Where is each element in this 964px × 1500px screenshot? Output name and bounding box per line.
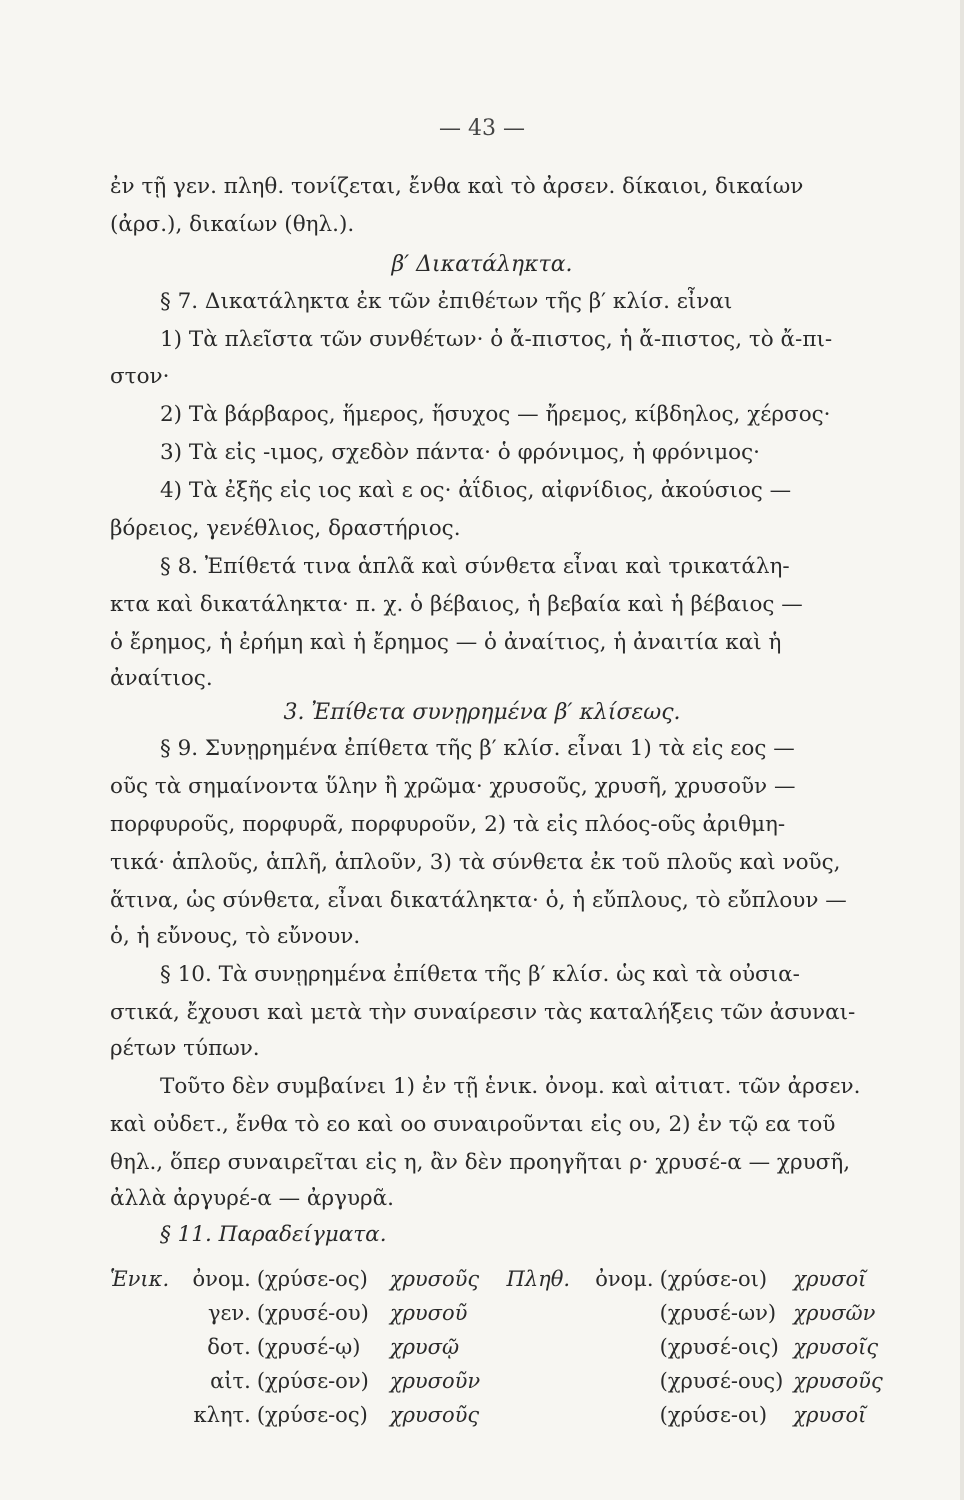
case-label: αἰτ.: [210, 1369, 251, 1393]
contracted-form: χρυσοῖ: [793, 1403, 867, 1427]
case-label: [595, 1364, 659, 1398]
table-row: [110, 1262, 910, 1296]
case-label: [595, 1330, 659, 1364]
plural-label: Πληθ.: [506, 1267, 571, 1291]
contracted-form: χρυσοῖ: [793, 1267, 867, 1291]
text-line: ἅτινα, ὡς σύνθετα, εἶναι δικατάληκτα· ὁ, ἡ εὔπλους, τὸ εὔπλουν —: [110, 888, 847, 913]
table-row: [110, 1330, 910, 1364]
text-line: κτα καὶ δικατάληκτα· π. χ. ὁ βέβαιος, ἡ βεβαία καὶ ἡ βέβαιος —: [110, 592, 803, 617]
case-label: δοτ.: [207, 1335, 251, 1359]
text-line: 2) Τὰ βάρβαρος, ἥμερος, ἥσυχος — ἤρεμος, κίβδηλος, χέρσος·: [160, 402, 831, 427]
case-label: [595, 1296, 659, 1330]
paragraph-7: § 7. Δικατάληκτα ἐκ τῶν ἐπιθέτων τῆς β′ κλίσ. εἶναι: [160, 289, 733, 314]
case-label: ὀνομ.: [192, 1267, 251, 1291]
uncontracted-form: (χρυσέ-ων): [659, 1301, 777, 1325]
text-line: ἀλλὰ ἀργυρέ-α — ἀργυρᾶ.: [110, 1186, 395, 1211]
text-line: ἐν τῇ γεν. πληθ. τονίζεται, ἔνθα καὶ τὸ ἀρσεν. δίκαιοι, δικαίων: [110, 174, 804, 199]
paragraph-10: § 10. Τὰ συνῃρημένα ἐπίθετα τῆς β′ κλίσ. ὡς καὶ τὰ οὐσια-: [160, 962, 800, 987]
scan-edge: [960, 0, 964, 1500]
text-line: θηλ., ὅπερ συναιρεῖται εἰς η, ἂν δὲν προηγῆται ρ· χρυσέ-α — χρυσῆ,: [110, 1150, 851, 1175]
uncontracted-form: (χρυσέ-ῳ): [256, 1335, 361, 1359]
contracted-form: χρυσοῖς: [793, 1335, 879, 1359]
text-line: βόρειος, γενέθλιος, δραστήριος.: [110, 516, 461, 541]
table-row: [110, 1364, 910, 1398]
text-line: ἀναίτιος.: [110, 666, 213, 691]
declension-table: [110, 1262, 910, 1432]
contracted-form: χρυσοῦ: [389, 1301, 468, 1325]
contracted-form: χρυσοῦν: [389, 1369, 481, 1393]
contracted-form: χρυσοῦς: [389, 1267, 480, 1291]
text-line: ρέτων τύπων.: [110, 1036, 260, 1061]
paragraph-9: § 9. Συνῃρημένα ἐπίθετα τῆς β′ κλίσ. εἶναι 1) τὰ εἰς εος —: [160, 736, 795, 761]
uncontracted-form: (χρυσέ-οις): [659, 1335, 779, 1359]
table-row: [110, 1398, 910, 1432]
text-line: πορφυροῦς, πορφυρᾶ, πορφυροῦν, 2) τὰ εἰς πλόος-οῦς ἀριθμη-: [110, 812, 786, 837]
uncontracted-form: (χρύσε-οι): [659, 1403, 768, 1427]
text-line: (ἀρσ.), δικαίων (θηλ.).: [110, 212, 355, 237]
uncontracted-form: (χρύσε-ος): [256, 1403, 368, 1427]
paragraph-8: § 8. Ἐπίθετά τινα ἁπλᾶ καὶ σύνθετα εἶναι καὶ τρικατάλη-: [160, 554, 790, 579]
text-line: ὁ, ἡ εὔνους, τὸ εὔνουν.: [110, 924, 361, 949]
contracted-form: χρυσῷ: [389, 1335, 460, 1359]
uncontracted-form: (χρύσε-ον): [256, 1369, 369, 1393]
text-line: στον·: [110, 364, 170, 389]
contracted-form: χρυσῶν: [793, 1301, 876, 1325]
contracted-form: χρυσοῦς: [793, 1369, 883, 1393]
text-line: ὁ ἔρημος, ἡ ἐρήμη καὶ ἡ ἔρημος — ὁ ἀναίτιος, ἡ ἀναιτία καὶ ἡ: [110, 630, 782, 655]
subsection-heading: β′ Δικατάληκτα.: [391, 252, 573, 277]
contracted-form: χρυσοῦς: [389, 1403, 480, 1427]
singular-label: Ἑνικ.: [110, 1267, 170, 1291]
paragraph-11: § 11. Παραδείγματα.: [160, 1222, 387, 1247]
case-label: κλητ.: [193, 1403, 251, 1427]
text-line: καὶ οὐδετ., ἔνθα τὸ εο καὶ οο συναιροῦνται εἰς ου, 2) ἐν τῷ εα τοῦ: [110, 1112, 836, 1137]
case-label: γεν.: [207, 1301, 251, 1325]
table-row: [110, 1296, 910, 1330]
case-label: ὀνομ.: [595, 1267, 654, 1291]
page-number: — 43 —: [439, 116, 525, 141]
section-heading: 3. Ἐπίθετα συνῃρημένα β′ κλίσεως.: [283, 700, 681, 725]
text-line: 4) Τὰ ἐξῆς εἰς ιος καὶ ε ος· ἀΐδιος, αἰφνίδιος, ἀκούσιος —: [160, 478, 792, 503]
text-line: οῦς τὰ σημαίνοντα ὕλην ἢ χρῶμα· χρυσοῦς, χρυσῆ, χρυσοῦν —: [110, 774, 796, 799]
uncontracted-form: (χρυσέ-ου): [256, 1301, 369, 1325]
uncontracted-form: (χρύσε-οι): [659, 1267, 768, 1291]
text-line: Τοῦτο δὲν συμβαίνει 1) ἐν τῇ ἑνικ. ὀνομ. καὶ αἰτιατ. τῶν ἀρσεν.: [160, 1074, 861, 1099]
text-line: στικά, ἔχουσι καὶ μετὰ τὴν συναίρεσιν τὰς καταλήξεις τῶν ἀσυναι-: [110, 1000, 856, 1025]
text-line: τικά· ἁπλοῦς, ἁπλῆ, ἁπλοῦν, 3) τὰ σύνθετα ἐκ τοῦ πλοῦς καὶ νοῦς,: [110, 850, 841, 875]
uncontracted-form: (χρύσε-ος): [256, 1267, 368, 1291]
text-line: 1) Τὰ πλεῖστα τῶν συνθέτων· ὁ ἄ-πιστος, ἡ ἄ-πιστος, τὸ ἄ-πι-: [160, 327, 833, 352]
text-line: 3) Τὰ εἰς -ιμος, σχεδὸν πάντα· ὁ φρόνιμος, ἡ φρόνιμος·: [160, 440, 760, 465]
case-label: [595, 1398, 659, 1432]
uncontracted-form: (χρυσέ-ους): [659, 1369, 784, 1393]
